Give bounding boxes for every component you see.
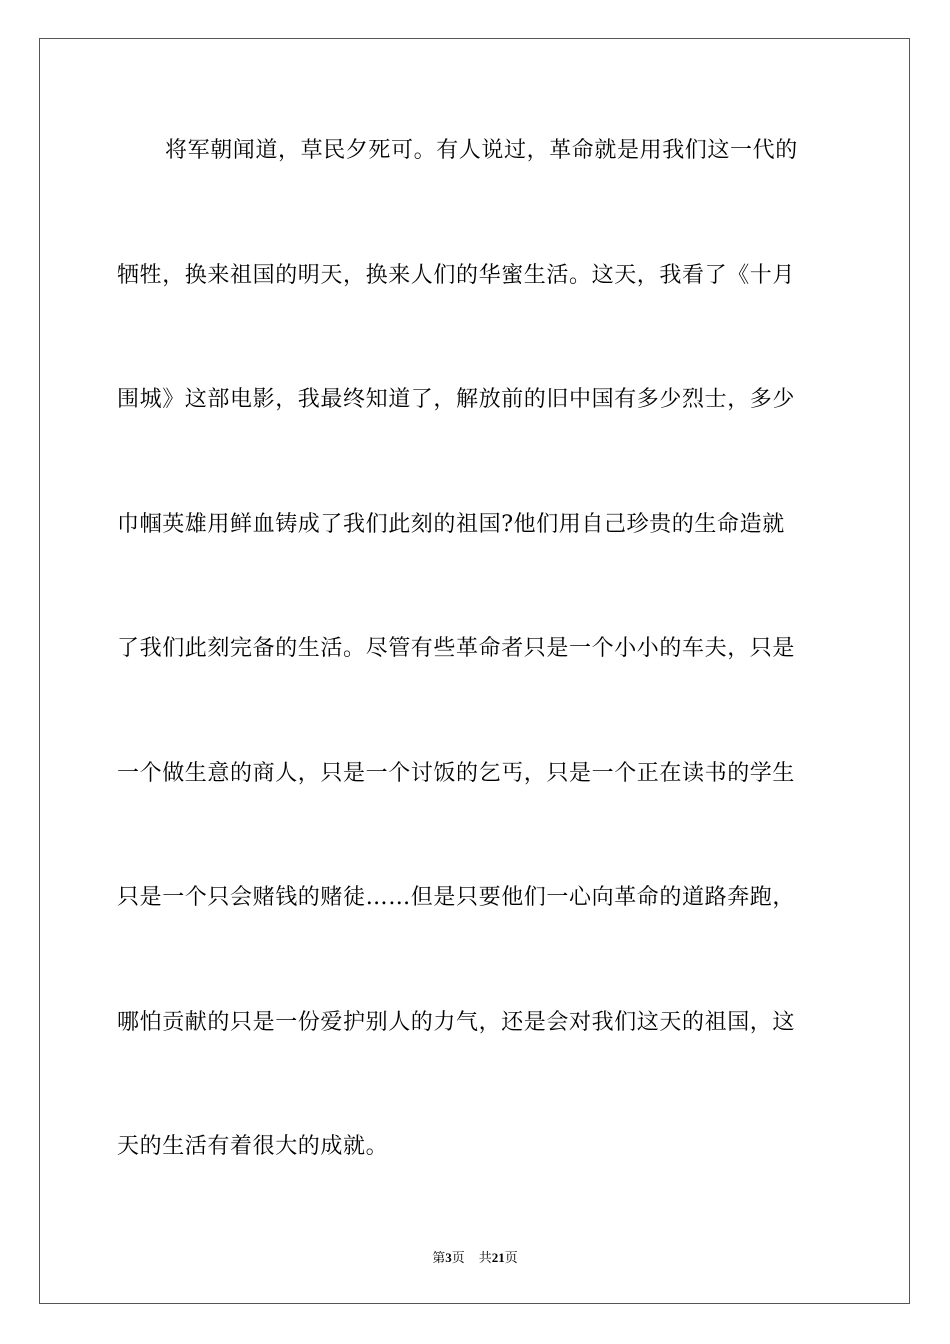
text-line: 围城》这部电影，我最终知道了，解放前的旧中国有多少烈士，多少 — [117, 387, 796, 412]
text-line: 一个做生意的商人，只是一个讨饭的乞丐，只是一个正在读书的学生 — [117, 760, 796, 786]
total-suffix: 页 — [504, 1250, 518, 1265]
text-line: 将军朝闻道，草民夕死可。有人说过，革命就是用我们这一代的 — [165, 138, 798, 163]
body-text — [117, 120, 837, 1241]
text-line: 天的生活有着很大的成就。 — [117, 1134, 389, 1159]
text-line: 了我们此刻完备的生活。尽管有些革命者只是一个小小的车夫，只是 — [117, 636, 796, 661]
total-prefix: 共 — [478, 1250, 492, 1265]
page-suffix: 页 — [451, 1250, 465, 1265]
text-line: 哪怕贡献的只是一份爱护别人的力气，还是会对我们这天的祖国，这 — [117, 1009, 796, 1035]
text-line: 只是一个只会赌钱的赌徒……但是只要他们一心向革命的道路奔跑， — [117, 885, 796, 910]
text-line: 牺牲，换来祖国的明天，换来人们的华蜜生活。这天，我看了《十月 — [117, 262, 796, 288]
page-number: 3 — [445, 1250, 452, 1265]
page-footer — [0, 1247, 950, 1266]
text-line: 巾帼英雄用鲜血铸成了我们此刻的祖国?他们用自己珍贵的生命造就 — [117, 511, 785, 537]
total-pages: 21 — [491, 1250, 505, 1265]
page-prefix: 第 — [432, 1250, 446, 1265]
